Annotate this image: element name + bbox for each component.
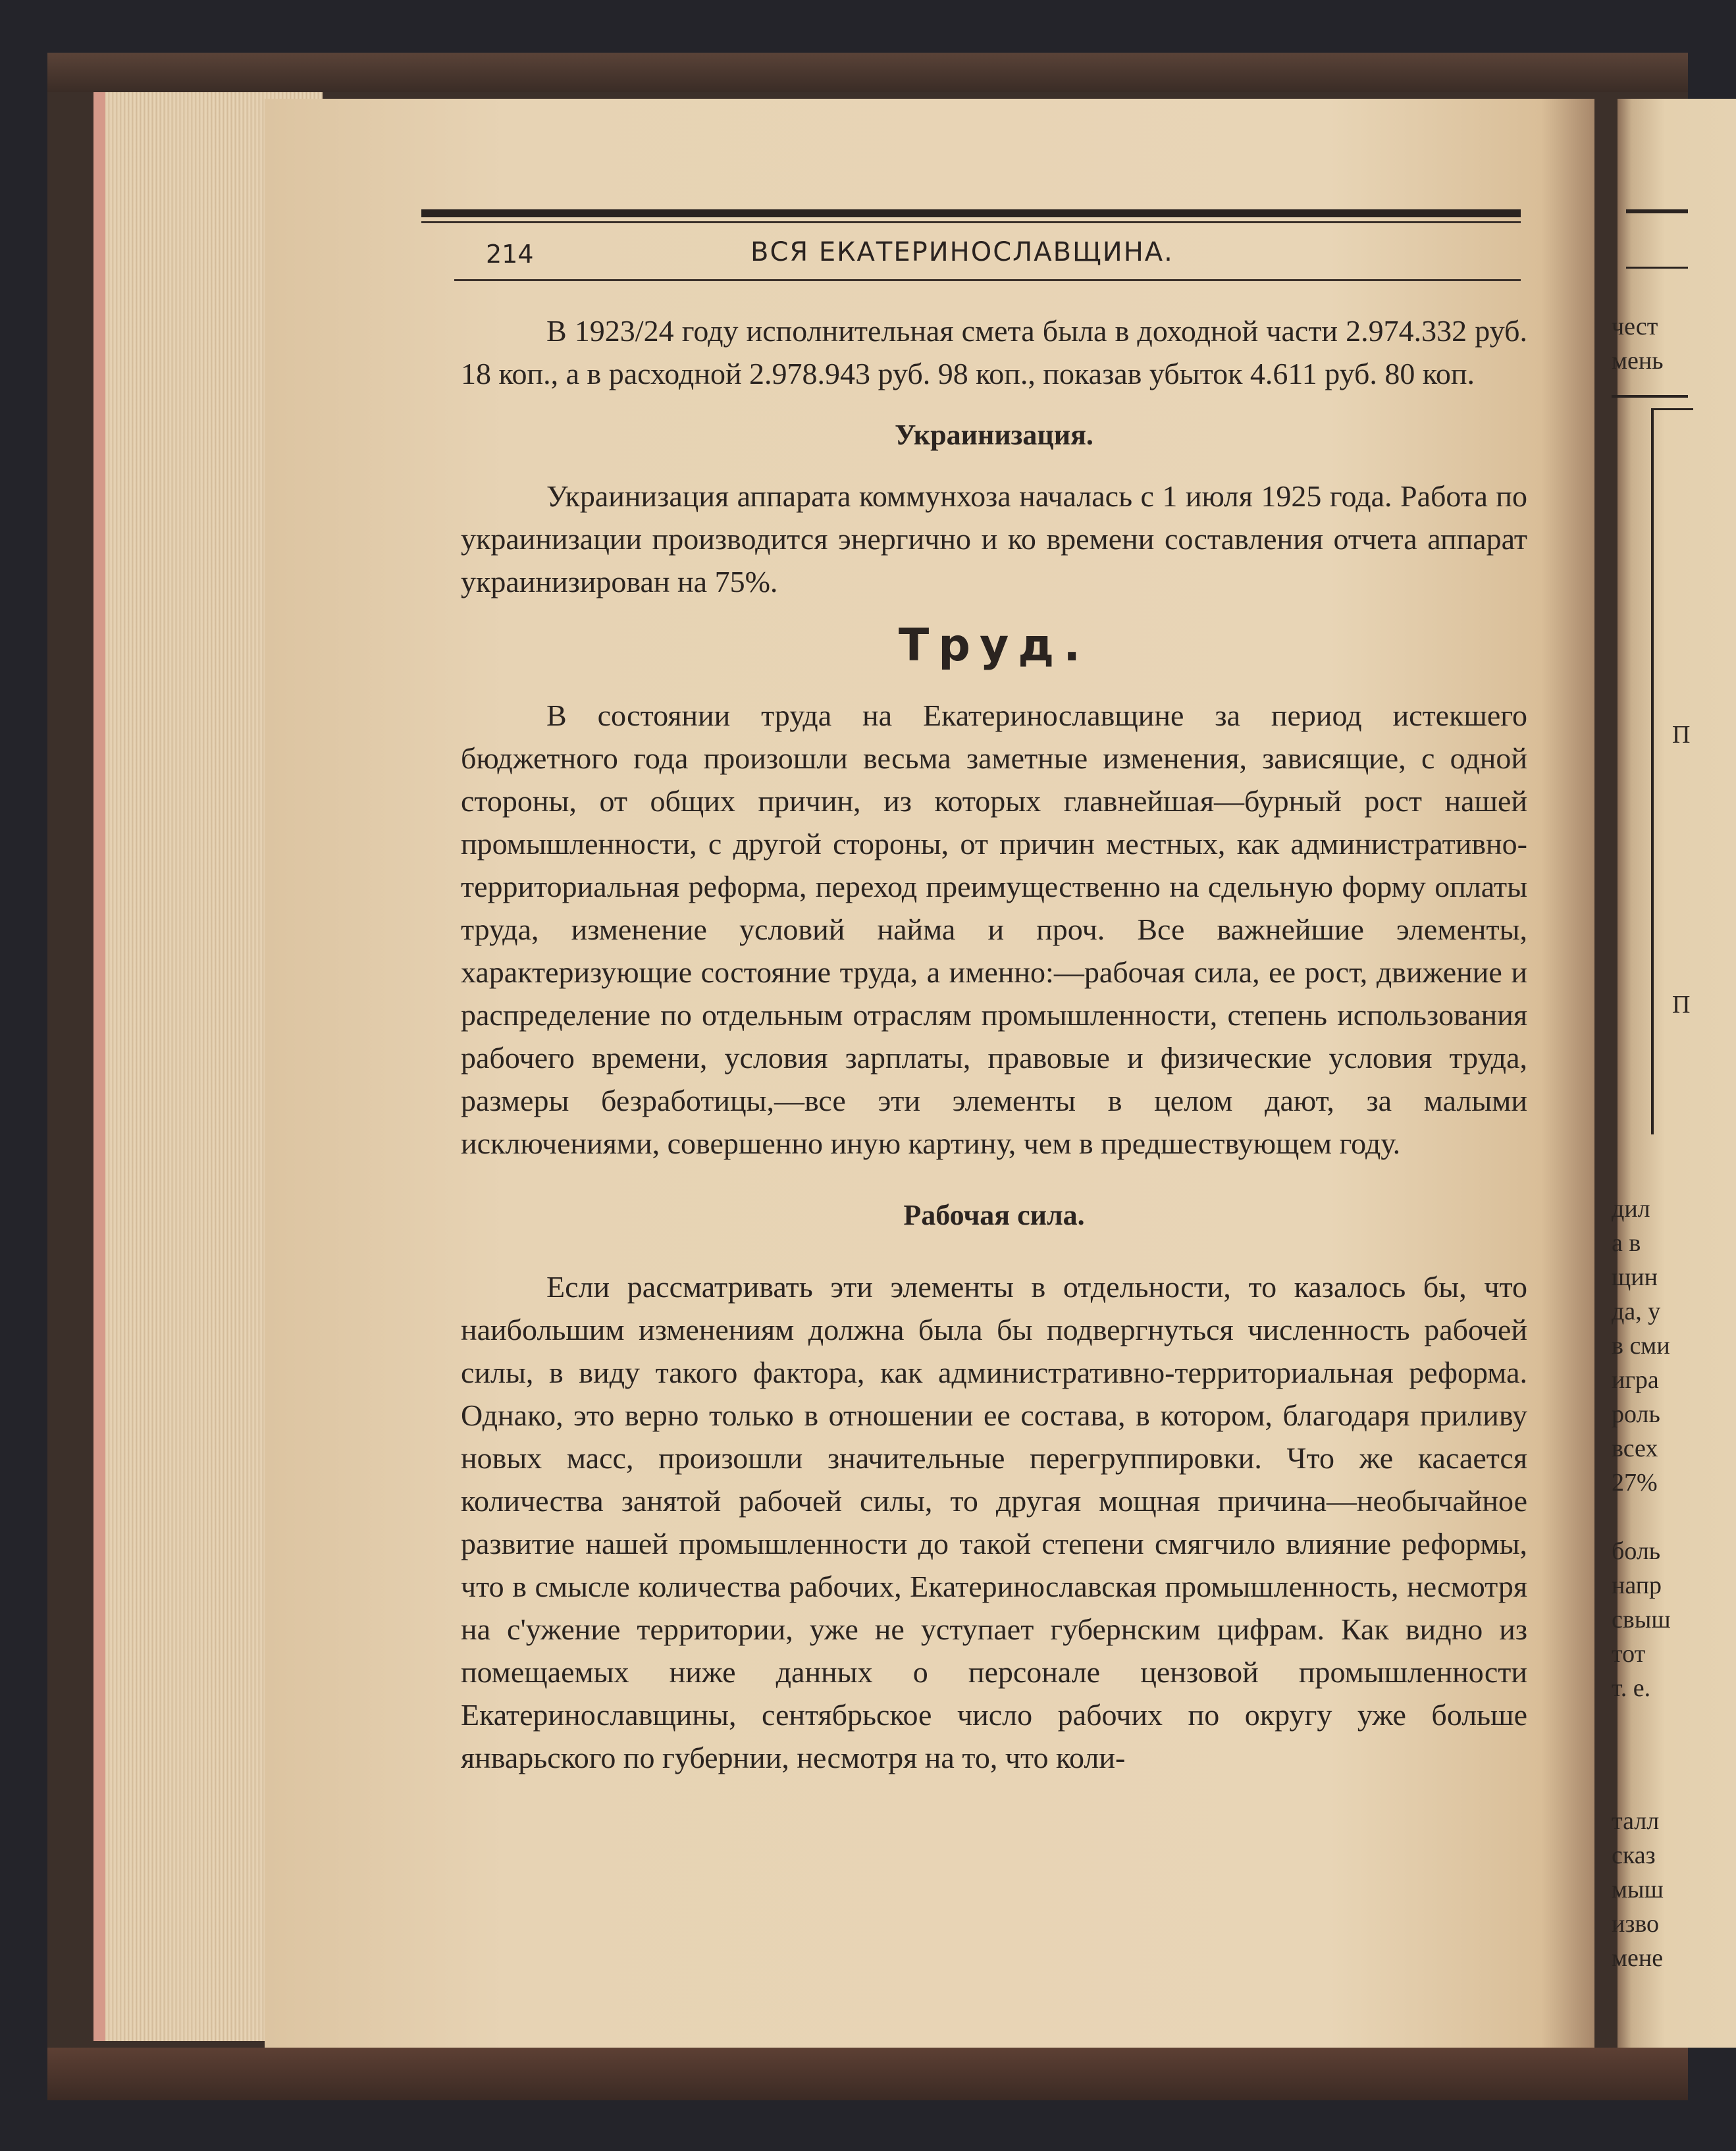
- subheading-ukrainization: Украинизация.: [895, 419, 1093, 451]
- right-table-box: [1651, 408, 1693, 1134]
- paragraph-workforce: Если рассматривать эти элементы в отдельности, то казалось бы, что наибольшим изменениям должна была бы подвергнуться численность рабочей силы, в виду такого фактора, как административно-территориальная реформа. Однако, это верно только в отношении ее состава, в котором, благодаря приливу новых масс, произошли значительные перегруппировки. Что же касается количества занятой рабочей силы, то другая мощная причина—необычайное развитие нашей промышленности до такой степени смягчило влияние реформы, что в смысле количества рабочих, Екатеринославская промышленность, несмотря на с'ужение территории, уже не уступает губернским цифрам. Как видно из помещаемых ниже данных о персонале цензовой промышленности Екатеринославщины, сентябрьское число рабочих по округу уже больше январьского по губернии, несмотря на то, что коли-: [461, 1270, 1527, 1774]
- running-title: ВСЯ ЕКАТЕРИНОСЛАВЩИНА.: [750, 237, 1174, 267]
- right-fragment-a: дил а в щин да, у в сми игра роль всех 27%: [1612, 1195, 1670, 1497]
- header-rule-under: [454, 279, 1521, 281]
- right-fragment-top: чест мень: [1612, 313, 1664, 375]
- subheading-workforce: Рабочая сила.: [903, 1199, 1085, 1231]
- right-table-label-1: П: [1672, 721, 1691, 749]
- right-page-rule: [1626, 209, 1688, 213]
- page-number: 214: [486, 240, 534, 269]
- right-table-rule: [1612, 395, 1688, 398]
- right-table-label-2: П: [1672, 991, 1691, 1019]
- header-rule-thin: [421, 221, 1521, 223]
- right-page-rule-thin: [1626, 267, 1688, 269]
- paragraph-budget: В 1923/24 году исполнительная смета была в доходной части 2.974.332 руб. 18 коп., а в расходной 2.978.943 руб. 98 коп., показав убыток 4.611 руб. 80 коп.: [461, 314, 1527, 390]
- section-title: Труд.: [898, 620, 1090, 672]
- book-top-edge: [47, 53, 1688, 92]
- paragraph-labour: В состоянии труда на Екатеринославщине за период истекшего бюджетного года произошли весьма заметные изменения, зависящие, с одной стороны, от общих причин, из которых главнейшая—бурный рост нашей промышленности, с другой стороны, от причин местных, как административно-территориальная реформа, переход преимущественно на сдельную форму оплаты труда, изменение условий найма и проч. Все важнейшие элементы, характеризующие состояние труда, а именно:—рабочая сила, ее рост, движение и распределение по отдельным отраслям промышленности, степень использования рабочего времени, условия зарплаты, правовые и физические условия труда, размеры безработицы,—все эти элементы в целом дают, за малыми исключениями, совершенно иную картину, чем в предшествующем году.: [461, 699, 1527, 1160]
- right-fragment-b: боль напр свыш тот т. е.: [1612, 1537, 1671, 1702]
- page-text: [461, 309, 1527, 1779]
- book-bottom-edge: [47, 2048, 1688, 2100]
- paragraph-ukrainization: Украинизация аппарата коммунхоза началась с 1 июля 1925 года. Работа по украинизации производится энергично и ко времени составления отчета аппарат украинизирован на 75%.: [461, 479, 1527, 598]
- right-fragment-c: талл сказ мыш изво мене: [1612, 1807, 1664, 1972]
- header-rule-thick: [421, 209, 1521, 217]
